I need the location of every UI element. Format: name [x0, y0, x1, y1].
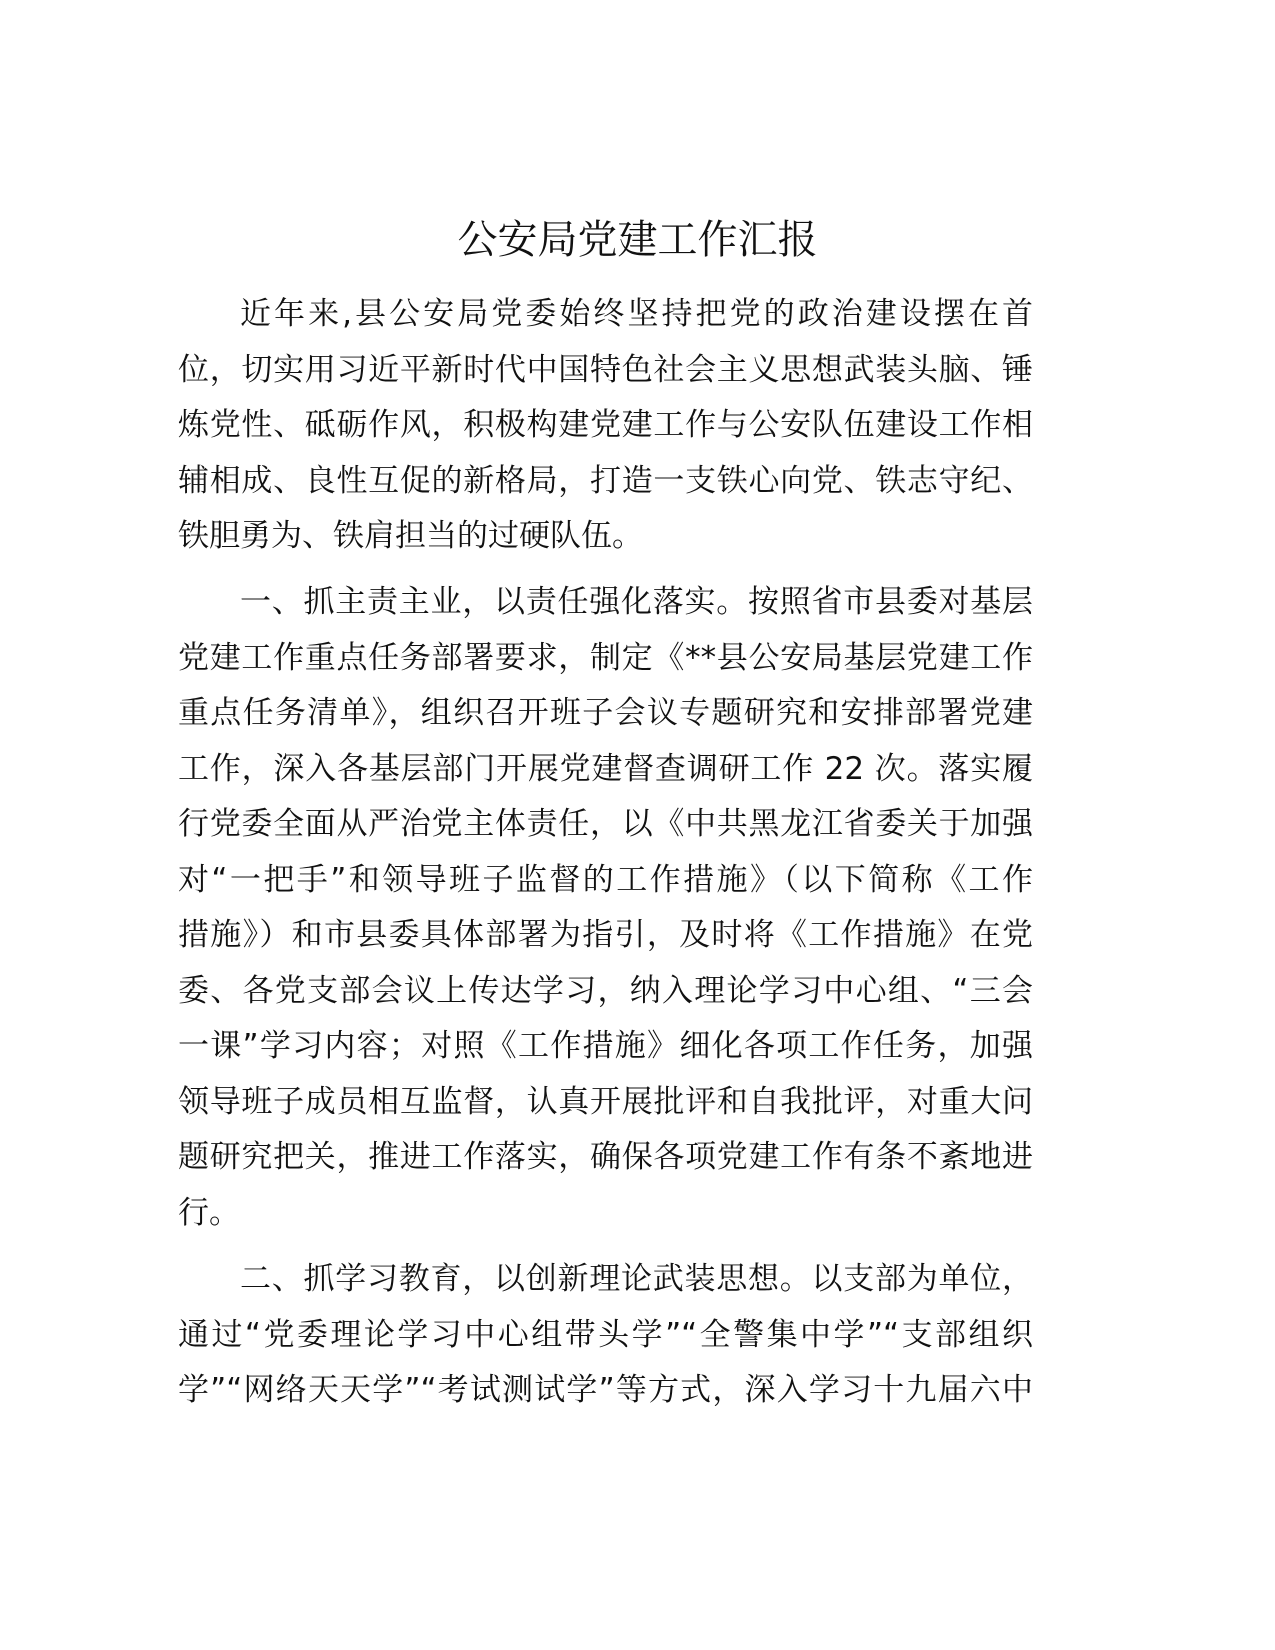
paragraph-1-line: 辅相成、良性互促的新格局，打造一支铁心向党、铁志守纪、 [178, 462, 1033, 499]
paragraph-2-line: 行党委全面从严治党主体责任，以《中共黑龙江省委关于加强 [178, 806, 1033, 842]
paragraph-2-line: 题研究把关，推进工作落实，确保各项党建工作有条不紊地进 [178, 1139, 1033, 1175]
paragraph-2-line: 对“一把手”和领导班子监督的工作措施》（以下简称《工作 [178, 861, 1033, 898]
paragraph-2-line: 领导班子成员相互监督，认真开展批评和自我批评，对重大问 [178, 1083, 1033, 1120]
paragraph-1-line: 近年来,县公安局党委始终坚持把党的政治建设摆在首 [240, 296, 1033, 332]
paragraph-3-line: 通过“党委理论学习中心组带头学”“全警集中学”“支部组织 [178, 1316, 1033, 1353]
paragraph-3-line: 学”“网络天天学”“考试测试学”等方式，深入学习十九届六中 [178, 1372, 1033, 1408]
paragraph-1-line: 位，切实用习近平新时代中国特色社会主义思想武装头脑、锤 [178, 351, 1033, 388]
paragraph-2-line: 一课”学习内容；对照《工作措施》细化各项工作任务，加强 [178, 1028, 1033, 1064]
paragraph-2-line: 工作，深入各基层部门开展党建督查调研工作 22 次。落实履 [178, 750, 1033, 787]
paragraph-2-line: 措施》）和市县委具体部署为指引，及时将《工作措施》在党 [178, 917, 1033, 953]
paragraph-1-line: 铁胆勇为、铁肩担当的过硬队伍。 [178, 518, 643, 554]
paragraph-2-line: 行。 [178, 1194, 240, 1231]
paragraph-2-line: 委、各党支部会议上传达学习，纳入理论学习中心组、“三会 [178, 972, 1033, 1009]
paragraph-2-line: 重点任务清单》，组织召开班子会议专题研究和安排部署党建 [178, 695, 1033, 731]
paragraph-2-line: 党建工作重点任务部署要求，制定《**县公安局基层党建工作 [178, 639, 1033, 676]
paragraph-2-line: 一、抓主责主业，以责任强化落实。按照省市县委对基层 [240, 584, 1033, 620]
document-title: 公安局党建工作汇报 [457, 217, 818, 263]
paragraph-3-line: 二、抓学习教育，以创新理论武装思想。以支部为单位， [240, 1261, 1033, 1297]
paragraph-1-line: 炼党性、砥砺作风，积极构建党建工作与公安队伍建设工作相 [178, 407, 1033, 443]
